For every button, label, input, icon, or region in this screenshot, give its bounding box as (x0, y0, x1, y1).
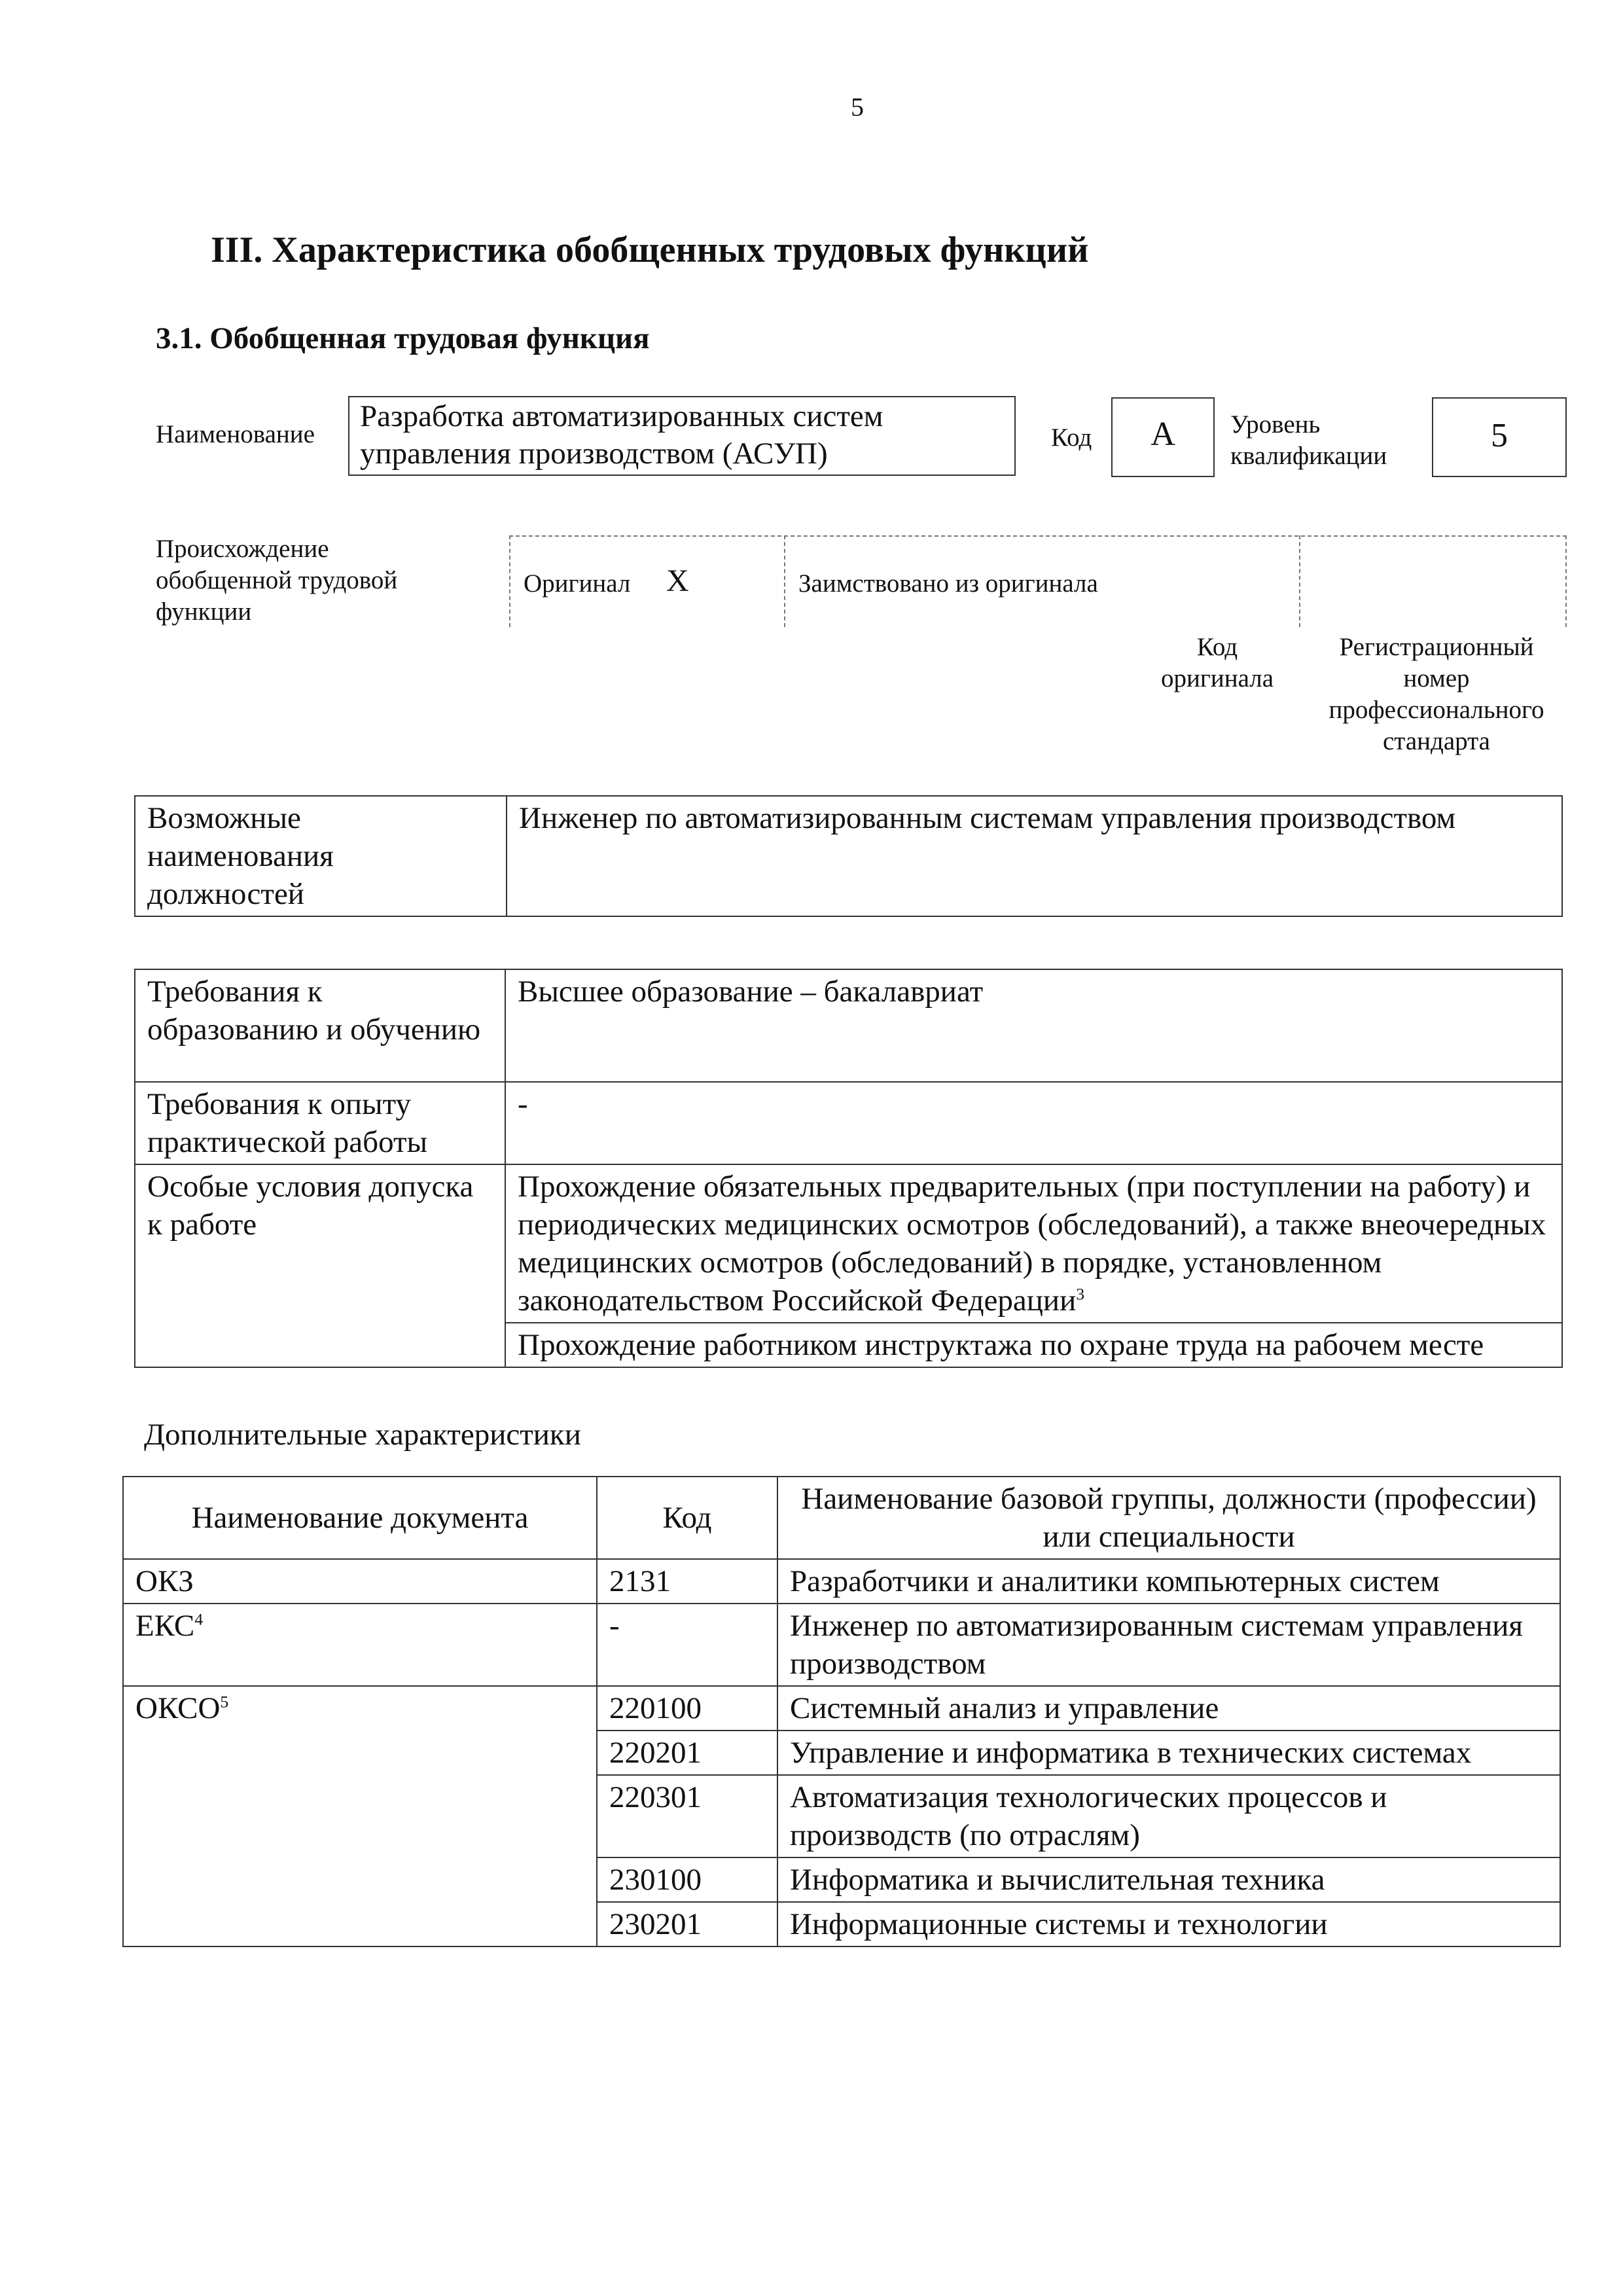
experience-value: - (505, 1082, 1562, 1164)
additional-table (122, 1476, 1561, 1947)
code-value: А (1150, 416, 1175, 453)
code-original-label: Код оригинала (1160, 633, 1274, 692)
conditions-value-2: Прохождение работником инструктажа по охране труда на рабочем месте (505, 1323, 1562, 1367)
okso-doc: ОКСО (135, 1691, 221, 1725)
borrowed-label: Заимствовано из оригинала (798, 569, 1098, 598)
okso-footnote: 5 (220, 1692, 229, 1712)
conditions-footnote: 3 (1076, 1284, 1085, 1304)
reg-number-label: Регистрационный номер профессионального стандарта (1329, 633, 1544, 755)
original-mark: X (666, 564, 689, 598)
okso-name-3: Автоматизация технологических процессов и производств (по отраслям) (777, 1775, 1560, 1857)
okso-code-2: 220201 (597, 1731, 777, 1775)
okz-name: Разработчики и аналитики компьютерных систем (777, 1559, 1560, 1604)
conditions-value-1: Прохождение обязательных предварительных (при поступлении на работу) и периодических медицинских осмотров (обследований), а также внеочередных медицинских осмотров (обследований) в порядке, установленном законодательством Российской Федерации (518, 1170, 1546, 1318)
header-doc: Наименование документа (123, 1477, 597, 1559)
code-label: Код (1051, 423, 1092, 452)
requirements-table (134, 969, 1563, 1368)
origin-label: Происхождение обобщенной трудовой функции (156, 535, 398, 626)
additional-title: Дополнительные характеристики (144, 1418, 581, 1452)
level-label: Уровень квалификации (1230, 410, 1387, 470)
eks-code: - (597, 1604, 777, 1686)
okso-name-1: Системный анализ и управление (777, 1686, 1560, 1731)
positions-value: Инженер по автоматизированным системам управления производством (507, 796, 1562, 916)
positions-label: Возможные наименования должностей (135, 796, 507, 916)
original-label: Оригинал (524, 569, 631, 598)
origin-divider-1 (784, 535, 785, 627)
eks-doc-cell (123, 1604, 597, 1686)
conditions-label: Особые условия допуска к работе (135, 1164, 505, 1367)
origin-divider-2 (1299, 535, 1300, 627)
name-label: Наименование (156, 420, 315, 448)
conditions-cell-1 (505, 1164, 1562, 1323)
subsection-title: 3.1. Обобщенная трудовая функция (156, 321, 650, 355)
experience-label: Требования к опыту практической работы (135, 1082, 505, 1164)
okso-name-5: Информационные системы и технологии (777, 1902, 1560, 1946)
okso-code-5: 230201 (597, 1902, 777, 1946)
okz-doc: ОКЗ (123, 1559, 597, 1604)
section-title: III. Характеристика обобщенных трудовых функций (211, 230, 1089, 270)
positions-table (134, 795, 1563, 917)
education-label: Требования к образованию и обучению (135, 969, 505, 1082)
page-number: 5 (851, 92, 864, 122)
okso-doc-cell (123, 1686, 597, 1946)
okso-code-1: 220100 (597, 1686, 777, 1731)
okso-code-3: 220301 (597, 1775, 777, 1857)
header-name: Наименование базовой группы, должности (профессии) или специальности (777, 1477, 1560, 1559)
eks-doc: ЕКС (135, 1609, 195, 1643)
level-value: 5 (1491, 417, 1508, 454)
education-value: Высшее образование – бакалавриат (505, 969, 1562, 1082)
eks-name: Инженер по автоматизированным системам управления производством (777, 1604, 1560, 1686)
okso-name-4: Информатика и вычислительная техника (777, 1857, 1560, 1902)
okso-code-4: 230100 (597, 1857, 777, 1902)
eks-footnote: 4 (194, 1609, 204, 1629)
name-value: Разработка автоматизированных систем управления производством (АСУП) (360, 399, 883, 471)
okso-name-2: Управление и информатика в технических системах (777, 1731, 1560, 1775)
okz-code: 2131 (597, 1559, 777, 1604)
header-code: Код (597, 1477, 777, 1559)
